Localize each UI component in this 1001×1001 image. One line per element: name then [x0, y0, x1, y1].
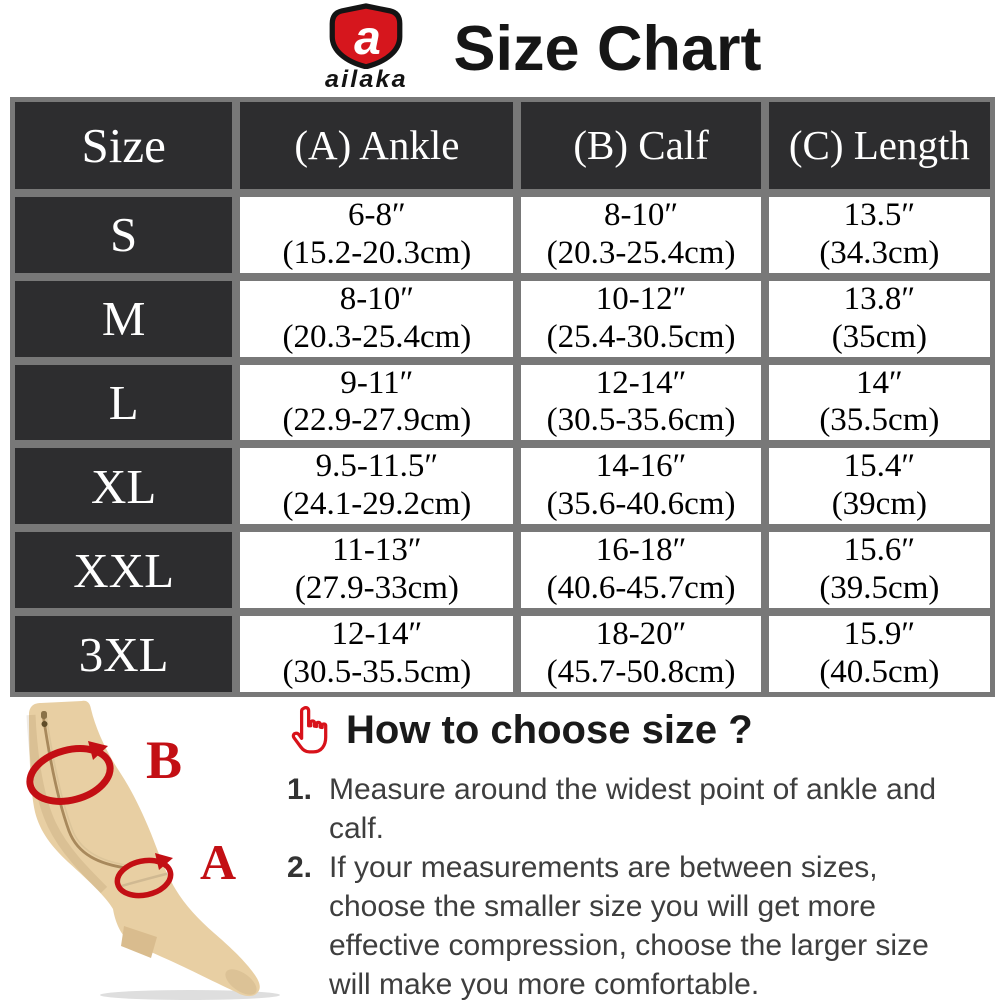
inches-value: 15.6″: [843, 532, 916, 569]
inches-value: 9.5-11.5″: [315, 448, 439, 485]
cell-3xl-ankle: [240, 616, 513, 692]
cm-value: (39cm): [831, 486, 927, 523]
column-header-ankle: (A) Ankle: [240, 102, 513, 189]
cm-value: (27.9-33cm): [294, 570, 459, 607]
cell-xl-ankle: [240, 448, 513, 524]
howto-item-text: If your measurements are between sizes, choose the smaller size you will get more effective compression, choose the larger size will make you more comfortable.: [329, 851, 929, 1001]
inches-value: 6-8″: [348, 196, 406, 233]
cm-value: (15.2-20.3cm): [282, 234, 472, 271]
inches-value: 10-12″: [595, 280, 687, 317]
inches-value: 9-11″: [340, 364, 414, 401]
howto-item-number: 1.: [287, 773, 313, 806]
howto-heading: How to choose size ?: [346, 708, 753, 752]
cell-3xl-calf: [521, 616, 760, 692]
size-chart-table: [10, 97, 995, 697]
cm-value: (35.5cm): [819, 402, 940, 439]
ankle-label: A: [200, 834, 237, 890]
brand-shield-icon: [327, 3, 405, 69]
inches-value: 13.8″: [843, 280, 916, 317]
cell-3xl-length: [769, 616, 990, 692]
brand-wordmark: ailaka: [325, 66, 408, 93]
row-label-l: L: [15, 365, 232, 441]
inches-value: 8-10″: [339, 280, 414, 317]
cm-value: (40.5cm): [819, 654, 940, 691]
inches-value: 12-14″: [331, 616, 423, 653]
inches-value: 18-20″: [595, 616, 687, 653]
cm-value: (25.4-30.5cm): [546, 318, 736, 355]
cm-value: (45.7-50.8cm): [546, 654, 736, 691]
cell-l-ankle: [240, 365, 513, 441]
inches-value: 12-14″: [595, 364, 687, 401]
cm-value: (24.1-29.2cm): [282, 486, 472, 523]
brand-logo: [305, 3, 427, 94]
cell-m-ankle: [240, 281, 513, 357]
cell-s-ankle: [240, 197, 513, 273]
zipper-pull: [42, 721, 48, 727]
howto-section: [287, 704, 997, 1001]
row-label-xl: XL: [15, 448, 232, 524]
hand-pointer-icon: [287, 704, 333, 757]
cm-value: (20.3-25.4cm): [282, 318, 472, 355]
cell-l-length: [769, 365, 990, 441]
howto-list: [287, 770, 997, 1001]
howto-header: [287, 704, 997, 757]
inches-value: 15.4″: [843, 448, 916, 485]
column-header-size: Size: [15, 102, 232, 189]
column-header-calf: (B) Calf: [521, 102, 760, 189]
inches-value: 14-16″: [595, 448, 687, 485]
zipper-slider: [41, 711, 47, 719]
header: [33, 0, 1001, 97]
inches-value: 16-18″: [595, 532, 687, 569]
inches-value: 11-13″: [332, 532, 422, 569]
brand-logo-mark: a: [354, 12, 382, 65]
cell-l-calf: [521, 365, 760, 441]
cell-xl-calf: [521, 448, 760, 524]
cell-xxl-ankle: [240, 532, 513, 608]
cm-value: (22.9-27.9cm): [282, 402, 472, 439]
howto-item-number: 2.: [287, 851, 313, 884]
cm-value: (35.6-40.6cm): [546, 486, 736, 523]
cell-m-calf: [521, 281, 760, 357]
howto-item-1: [287, 770, 997, 848]
cell-m-length: [769, 281, 990, 357]
cm-value: (20.3-25.4cm): [546, 234, 736, 271]
cell-xl-length: [769, 448, 990, 524]
cm-value: (34.3cm): [819, 234, 940, 271]
cell-xxl-calf: [521, 532, 760, 608]
column-header-length: (C) Length: [769, 102, 990, 189]
calf-label: B: [146, 730, 183, 790]
inches-value: 13.5″: [843, 196, 916, 233]
howto-item-text: Measure around the widest point of ankle and calf.: [329, 773, 937, 845]
cell-s-length: [769, 197, 990, 273]
sock-measurement-diagram: [0, 700, 300, 1001]
cm-value: (30.5-35.5cm): [282, 654, 472, 691]
row-label-m: M: [15, 281, 232, 357]
cell-s-calf: [521, 197, 760, 273]
howto-item-2: [287, 848, 997, 1001]
row-label-s: S: [15, 197, 232, 273]
row-label-3xl: 3XL: [15, 616, 232, 692]
cm-value: (40.6-45.7cm): [546, 570, 736, 607]
cm-value: (39.5cm): [819, 570, 940, 607]
inches-value: 14″: [855, 364, 903, 401]
inches-value: 8-10″: [603, 196, 679, 233]
inches-value: 15.9″: [843, 616, 916, 653]
page-title: Size Chart: [453, 13, 762, 84]
cell-xxl-length: [769, 532, 990, 608]
row-label-xxl: XXL: [15, 532, 232, 608]
cm-value: (35cm): [831, 318, 927, 355]
cm-value: (30.5-35.6cm): [546, 402, 736, 439]
